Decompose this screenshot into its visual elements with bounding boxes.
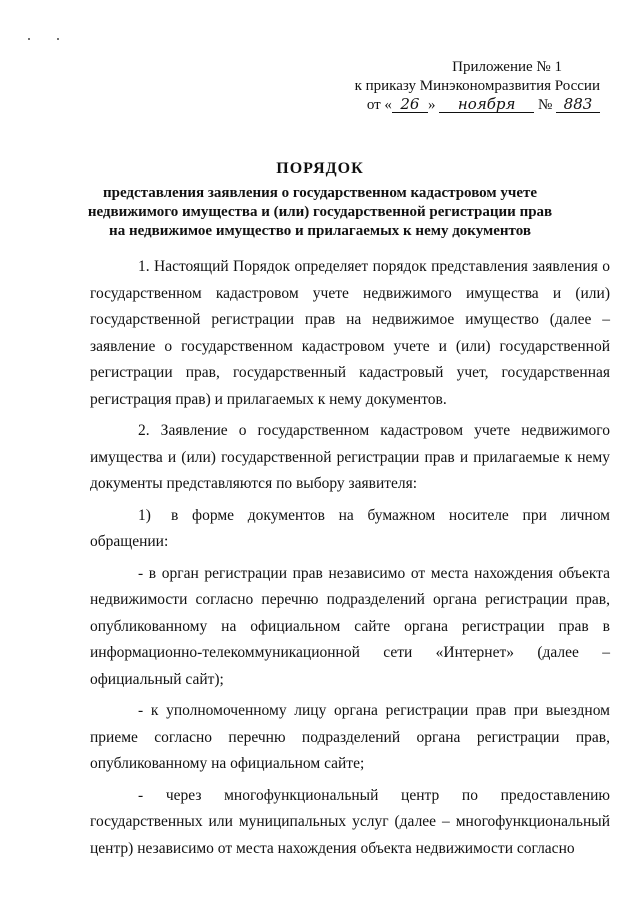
handwritten-month: ноября: [439, 97, 534, 113]
subtitle-line: недвижимого имущества и (или) государственной регистрации прав: [87, 204, 553, 220]
annex-order-ref: к приказу Минэкономразвития России: [354, 78, 600, 94]
dash-item-1: - в орган регистрации прав независимо от места нахождения объекта недвижимости согласно перечню подразделений органа регистрации прав, опубликованному на официальном сайте органа регистрации прав в информационно-телекоммуникационной сети «Интернет» (далее – официальный сайт);: [90, 564, 610, 688]
date-prefix: от «: [366, 97, 392, 113]
document-body: [90, 254, 610, 867]
dash-item-2: - к уполномоченному лицу органа регистрации прав при выездном приеме согласно перечню подразделений органа регистрации прав, опубликованному на официальном сайте;: [90, 702, 610, 772]
annex-header: [340, 58, 600, 115]
list-item-number: 1): [138, 506, 151, 524]
paragraph-1: 1. Настоящий Порядок определяет порядок представления заявления о государственном кадастровом учете недвижимого имущества и (или) государственной регистрации прав на недвижимое имущество (далее – заявление о государственном кадастровом учете и (или) государственной регистрации прав, государственный кадастровый учет, государственная регистрация прав) и прилагаемых к нему документов.: [90, 258, 610, 408]
subtitle-line: на недвижимое имущество и прилагаемых к нему документов: [109, 223, 531, 239]
document-title: ПОРЯДОК: [276, 160, 364, 177]
annex-number: Приложение № 1: [452, 59, 562, 75]
annex-date-line: [340, 96, 600, 115]
dash-item-3: - через многофункциональный центр по предоставлению государственных или муниципальных услуг (далее – многофункциональный центр) независимо от места нахождения объекта недвижимости согласно: [90, 786, 610, 857]
scan-speck: [57, 38, 59, 40]
paragraph-2: 2. Заявление о государственном кадастровом учете недвижимого имущества и (или) государственной регистрации прав и прилагаемые к нему документы представляются по выбору заявителя:: [90, 422, 610, 492]
number-label: №: [537, 97, 553, 113]
handwritten-day: 26: [392, 97, 428, 113]
date-mid: »: [427, 97, 436, 113]
handwritten-order-number: 883: [556, 97, 600, 113]
list-item-text: в форме документов на бумажном носителе при личном обращении:: [90, 506, 610, 550]
document-heading: [40, 160, 600, 241]
scan-speck: [28, 38, 30, 40]
list-item-1: [90, 503, 610, 556]
subtitle-line: представления заявления о государственном кадастровом учете: [102, 185, 538, 201]
